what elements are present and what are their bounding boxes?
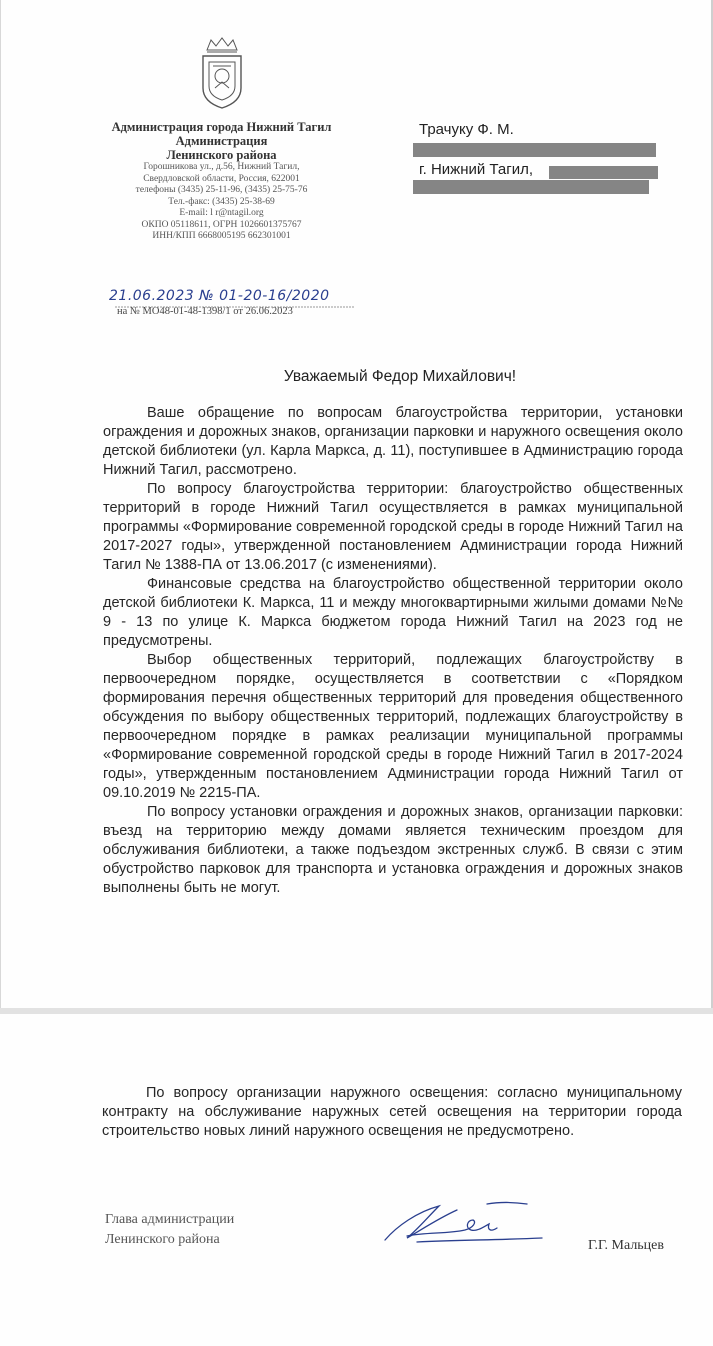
- handwritten-signature: [377, 1196, 547, 1248]
- signer-name: Г.Г. Мальцев: [588, 1238, 665, 1253]
- coat-of-arms-emblem: [197, 36, 247, 112]
- redacted-address-bar: [549, 166, 658, 179]
- reference-number: на № МО48-01-48-1398/1 от 26.06.2023: [117, 306, 293, 317]
- letter-body: [103, 404, 683, 898]
- org-name-line: Администрация города Нижний Тагил: [111, 120, 332, 134]
- org-email-line: E-mail: l r@ntagil.org: [179, 208, 264, 218]
- paragraph: Ваше обращение по вопросам благоустройства территории, установки ограждения и дорожных знаков, организации парковки и наружного освещения около детской библиотеки (ул. Карла Маркса, д. 11), поступившее в Администрацию города Нижний Тагил, рассмотрено.: [103, 405, 683, 478]
- signer-title: Глава администрации: [105, 1212, 235, 1227]
- letter-page-2: [0, 1014, 713, 1346]
- org-name-line: Администрация: [175, 134, 268, 148]
- org-fax-line: Тел.-факс: (3435) 25-38-69: [168, 196, 275, 207]
- org-inn-line: ИНН/КПП 6668005195 662301001: [152, 231, 291, 241]
- paragraph: Финансовые средства на благоустройство общественной территории около детской библиотеки К. Маркса, 11 и между многоквартирными жилыми домами №№ 9 - 13 по улице К. Маркса бюджетом города Нижний Тагил на 2023 год не предусмотрены.: [103, 576, 683, 649]
- paragraph: По вопросу организации наружного освещения: согласно муниципальному контракту на обслуживание наружных сетей освещения на территории города строительство новых линий наружного освещения не предусмотрено.: [102, 1085, 682, 1139]
- recipient-city: г. Нижний Тагил,: [419, 161, 534, 178]
- signer-title: Ленинского района: [105, 1232, 220, 1247]
- org-address-line: Горошникова ул., д.56, Нижний Тагил,: [143, 162, 300, 172]
- reg-underline: [109, 304, 359, 310]
- letter-body: [102, 1084, 682, 1141]
- handwritten-reg-number: 21.06.2023 № 01-20-16/2020: [109, 288, 330, 304]
- redacted-address-bar: [413, 143, 656, 157]
- sender-organization: [99, 120, 344, 243]
- signature-block: [105, 1210, 695, 1270]
- org-address-line: Свердловской области, Россия, 622001: [143, 173, 300, 184]
- org-phone-line: телефоны (3435) 25-11-96, (3435) 25-75-76: [135, 185, 308, 195]
- recipient-name: Трачуку Ф. М.: [419, 121, 514, 138]
- paragraph: По вопросу благоустройства территории: благоустройство общественных территорий в городе Нижний Тагил осуществляется в рамках муниципальной программы «Формирование современной городской среды в городе Нижний Тагил на 2017-2027 годы», утвержденной постановлением Администрации города Нижний Тагил № 1388-ПА от 13.06.2017 (с изменениями).: [103, 481, 683, 573]
- registration-number: [109, 288, 389, 317]
- org-name-line: Ленинского района: [166, 148, 277, 162]
- redacted-address-bar: [413, 180, 649, 194]
- greeting: Уважаемый Федор Михайлович!: [283, 368, 517, 385]
- paragraph: Выбор общественных территорий, подлежащих благоустройству в первоочередном порядке, осуществляется в соответствии с «Порядком формирования перечня общественных территорий для проведения общественного обсуждения по выбору общественных территорий, подлежащих благоустройству в первоочередном порядке в рамках реализации муниципальной программы «Формирование современной городской среды в городе Нижний Тагил в 2017-2024 годы», утвержденным постановлением Администрации города Нижний Тагил от 09.10.2019 № 2215-ПА.: [103, 652, 683, 801]
- org-okpo-line: ОКПО 05118611, ОГРН 1026601375767: [141, 219, 302, 230]
- paragraph: По вопросу установки ограждения и дорожных знаков, организации парковки: въезд на территорию между домами является техническим проездом для обслуживания библиотеки, а также подъездом экстренных служб. В связи с этим обустройство парковок для транспорта и установка ограждения и дорожных знаков выполнены быть не могут.: [103, 804, 683, 896]
